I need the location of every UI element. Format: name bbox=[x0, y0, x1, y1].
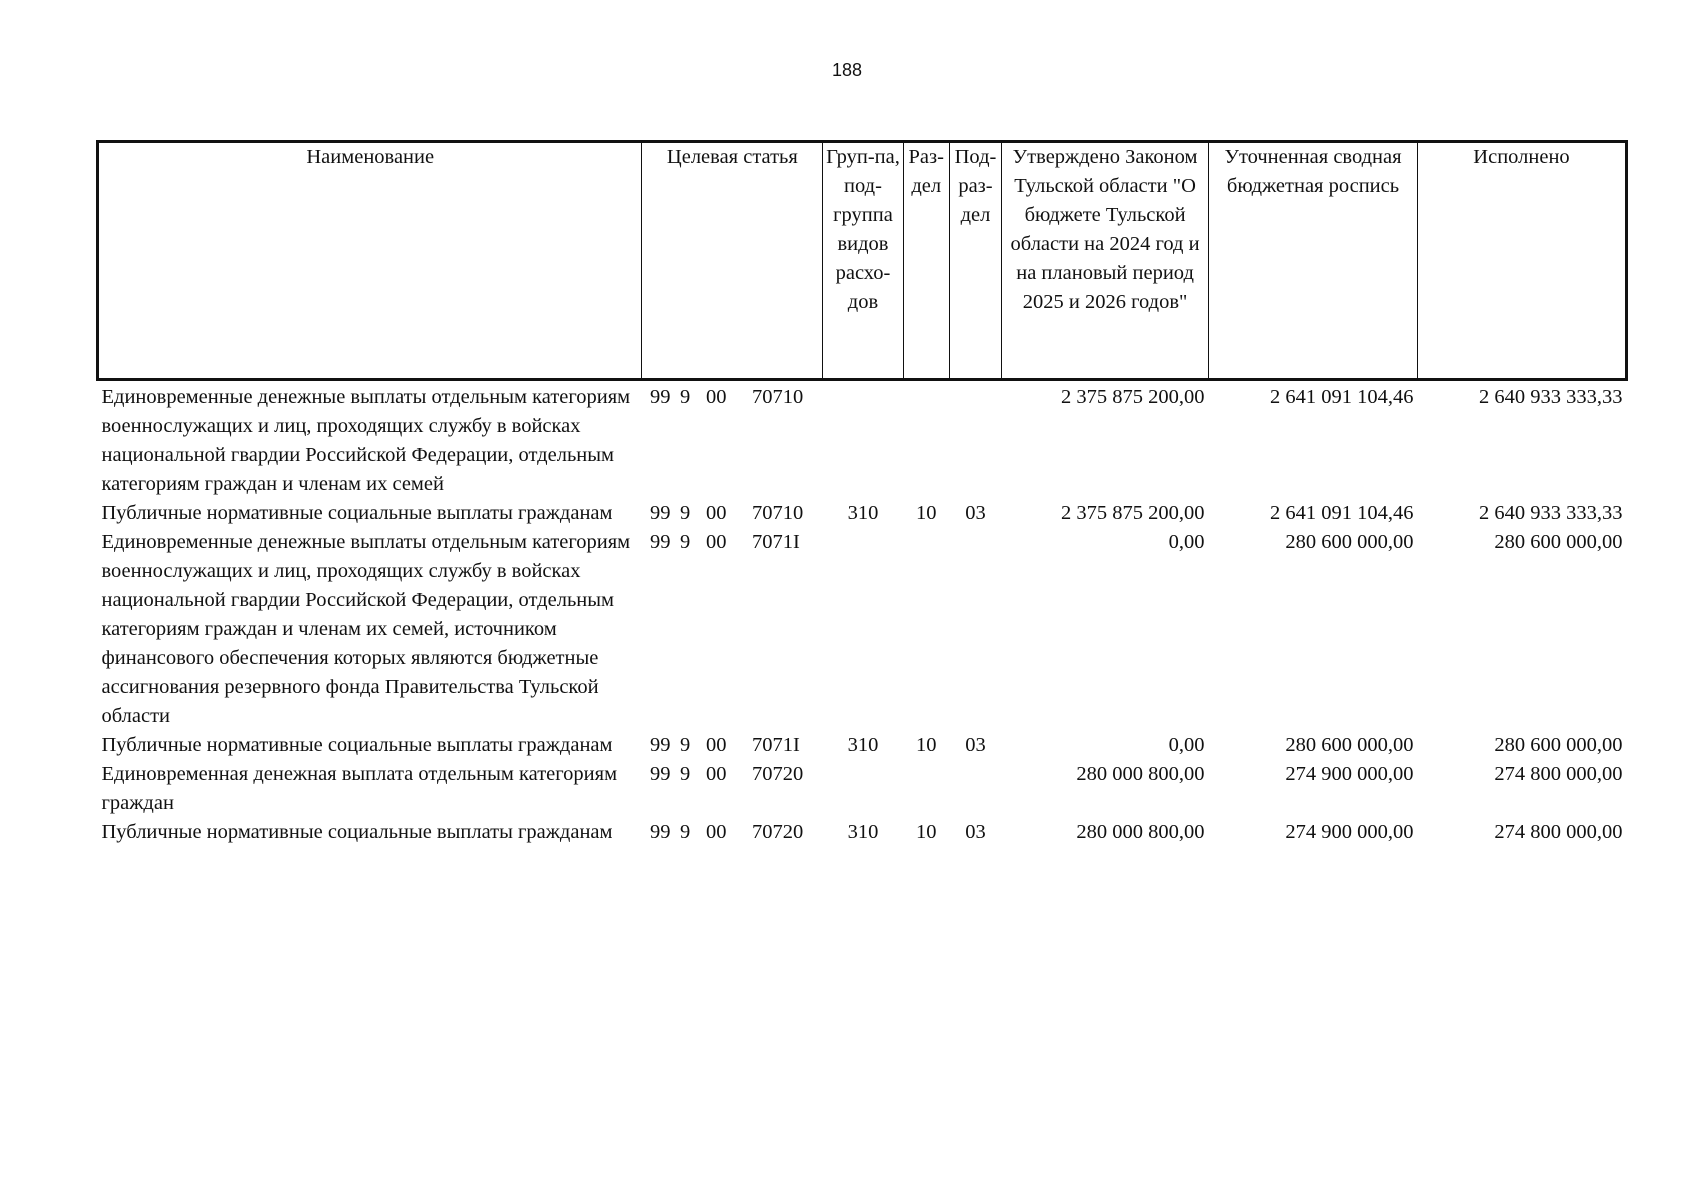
row-executed: 2 640 933 333,33 bbox=[1479, 386, 1623, 408]
row-section bbox=[903, 528, 949, 731]
table-row bbox=[98, 731, 1627, 760]
row-approved: 280 000 800,00 bbox=[1076, 763, 1205, 785]
row-refined: 274 900 000,00 bbox=[1285, 763, 1414, 785]
header-subsection: Под-раз-дел bbox=[949, 142, 1001, 380]
header-executed: Исполнено bbox=[1417, 142, 1626, 380]
row-approved: 0,00 bbox=[1168, 531, 1205, 553]
row-expense-group: 310 bbox=[847, 502, 879, 524]
row-target-article: 99 9 00 70720 bbox=[649, 821, 804, 843]
row-refined: 2 641 091 104,46 bbox=[1269, 502, 1414, 524]
row-expense-group: 310 bbox=[847, 734, 879, 756]
table-row bbox=[98, 380, 1627, 500]
budget-table bbox=[96, 140, 1628, 847]
row-subsection: 03 bbox=[965, 502, 986, 524]
row-approved: 2 375 875 200,00 bbox=[1061, 386, 1205, 408]
row-name: Единовременные денежные выплаты отдельным категориям военнослужащих и лиц, проходящих службу в войсках национальной гвардии Российской Федерации, отдельным категориям граждан и членам их семей, источником финансового обеспечения которых являются бюджетные ассигнования резервного фонда Правительства Тульской области bbox=[101, 531, 631, 727]
header-row bbox=[98, 142, 1627, 380]
row-name: Публичные нормативные социальные выплаты гражданам bbox=[101, 734, 613, 756]
row-section: 10 bbox=[916, 821, 937, 843]
row-section bbox=[903, 760, 949, 818]
header-name: Наименование bbox=[98, 142, 642, 380]
table-row bbox=[98, 818, 1627, 847]
table-row bbox=[98, 760, 1627, 818]
row-refined: 2 641 091 104,46 bbox=[1269, 386, 1414, 408]
row-section bbox=[903, 380, 949, 500]
row-refined: 280 600 000,00 bbox=[1285, 734, 1414, 756]
table-header bbox=[98, 142, 1627, 380]
row-subsection bbox=[949, 380, 1001, 500]
row-section: 10 bbox=[916, 502, 937, 524]
row-executed: 280 600 000,00 bbox=[1494, 531, 1623, 553]
header-expense-group: Груп-па, под-группа видов расхо-дов bbox=[823, 142, 903, 380]
row-target-article: 99 9 00 7071I bbox=[649, 734, 800, 756]
row-expense-group: 310 bbox=[847, 821, 879, 843]
row-refined: 280 600 000,00 bbox=[1285, 531, 1414, 553]
header-target-article: Целевая статья bbox=[642, 142, 823, 380]
row-subsection: 03 bbox=[965, 821, 986, 843]
row-executed: 274 800 000,00 bbox=[1494, 763, 1623, 785]
row-refined: 274 900 000,00 bbox=[1285, 821, 1414, 843]
row-approved: 0,00 bbox=[1168, 734, 1205, 756]
table-row bbox=[98, 499, 1627, 528]
row-name: Единовременная денежная выплата отдельным категориям граждан bbox=[101, 763, 618, 814]
row-target-article: 99 9 00 70720 bbox=[649, 763, 804, 785]
row-expense-group bbox=[823, 528, 903, 731]
header-section: Раз-дел bbox=[903, 142, 949, 380]
row-name: Публичные нормативные социальные выплаты гражданам bbox=[101, 821, 613, 843]
table-body bbox=[98, 380, 1627, 848]
row-target-article: 99 9 00 7071I bbox=[649, 531, 800, 553]
row-approved: 280 000 800,00 bbox=[1076, 821, 1205, 843]
row-subsection bbox=[949, 528, 1001, 731]
row-name: Публичные нормативные социальные выплаты гражданам bbox=[101, 502, 613, 524]
page-number: 188 bbox=[831, 60, 863, 80]
table-row bbox=[98, 528, 1627, 731]
row-section: 10 bbox=[916, 734, 937, 756]
row-executed: 280 600 000,00 bbox=[1494, 734, 1623, 756]
row-expense-group bbox=[823, 760, 903, 818]
budget-sheet bbox=[96, 140, 1628, 847]
row-target-article: 99 9 00 70710 bbox=[649, 502, 804, 524]
row-expense-group bbox=[823, 380, 903, 500]
row-subsection bbox=[949, 760, 1001, 818]
row-executed: 2 640 933 333,33 bbox=[1479, 502, 1623, 524]
row-approved: 2 375 875 200,00 bbox=[1061, 502, 1205, 524]
header-refined: Уточненная сводная бюджетная роспись bbox=[1209, 142, 1418, 380]
row-executed: 274 800 000,00 bbox=[1494, 821, 1623, 843]
header-approved: Утверждено Законом Тульской области "О бюджете Тульской области на 2024 год и на плановый период 2025 и 2026 годов" bbox=[1002, 142, 1209, 380]
row-subsection: 03 bbox=[965, 734, 986, 756]
row-name: Единовременные денежные выплаты отдельным категориям военнослужащих и лиц, проходящих службу в войсках национальной гвардии Российской Федерации, отдельным категориям граждан и членам их семей bbox=[101, 386, 631, 495]
row-target-article: 99 9 00 70710 bbox=[649, 386, 804, 408]
